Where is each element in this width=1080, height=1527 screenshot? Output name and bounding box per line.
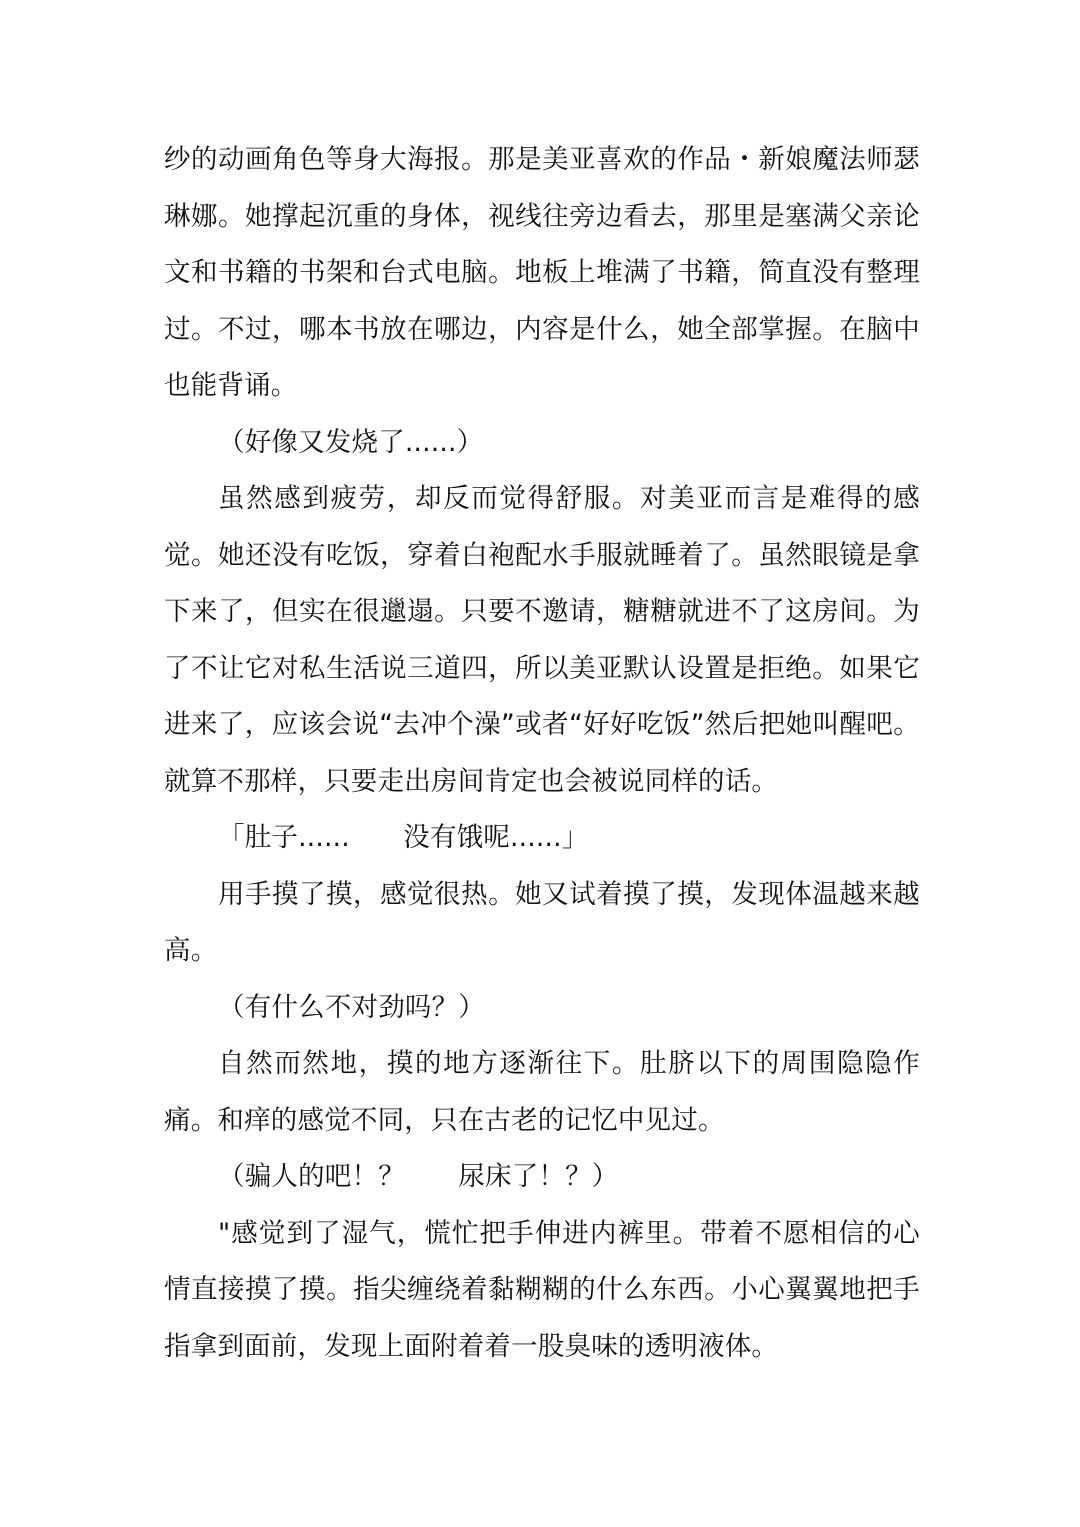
body-text — [164, 132, 920, 1375]
paragraph: 「肚子...... 没有饿呢......」 — [218, 822, 589, 853]
paragraph: 纱的动画角色等身大海报。那是美亚喜欢的作品・新娘魔法师瑟琳娜。她撑起沉重的身体，视线往旁边看去，那里是塞满父亲论文和书籍的书架和台式电脑。地板上堆满了书籍，简直没有整理过。不过，哪本书放在哪边，内容是什么，她全部掌握。在脑中也能背诵。 — [164, 144, 920, 401]
paragraph: （有什么不对劲吗？） — [218, 991, 485, 1023]
paragraph: 用手摸了摸，感觉很热。她又试着摸了摸，发现体温越来越高。 — [164, 878, 920, 966]
paragraph: "感觉到了湿气，慌忙把手伸进内裤里。带着不愿相信的心情直接摸了摸。指尖缠绕着黏糊糊的什么东西。小心翼翼地把手指拿到面前，发现上面附着着一股臭味的透明液体。 — [164, 1217, 920, 1362]
paragraph: （好像又发烧了......） — [218, 426, 484, 458]
paragraph: 自然而然地，摸的地方逐渐往下。肚脐以下的周围隐隐作痛。和痒的感觉不同，只在古老的记忆中见过。 — [164, 1048, 920, 1136]
paragraph: 虽然感到疲劳，却反而觉得舒服。对美亚而言是难得的感觉。她还没有吃饭，穿着白袍配水手服就睡着了。虽然眼镜是拿下来了，但实在很邋遢。只要不邀请，糖糖就进不了这房间。为了不让它对私生活说三道四，所以美亚默认设置是拒绝。如果它进来了，应该会说“去冲个澡”或者“好好吃饭”然后把她叫醒吧。就算不那样，只要走出房间肯定也会被说同样的话。 — [164, 483, 920, 797]
paragraph: （骗人的吧！？ 尿床了！？） — [218, 1161, 619, 1192]
